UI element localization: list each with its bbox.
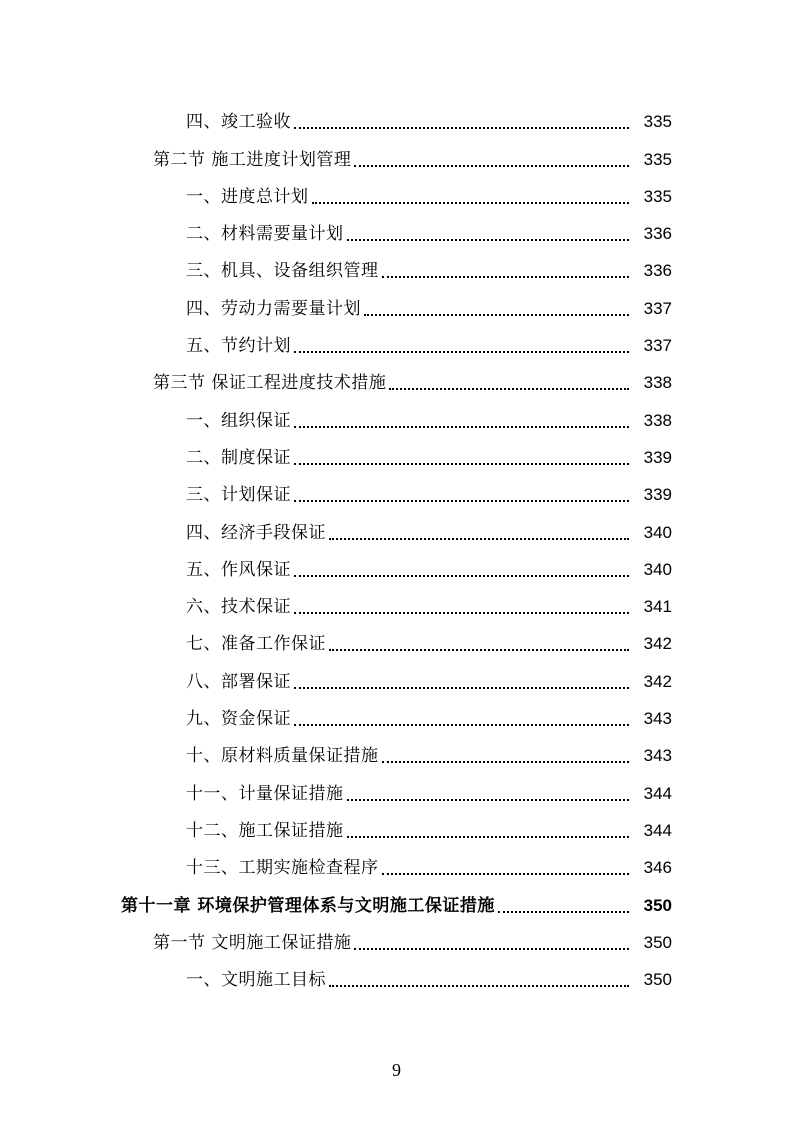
toc-dot-leader xyxy=(389,388,629,390)
toc-dot-leader xyxy=(294,612,629,614)
toc-entry-page: 343 xyxy=(643,746,672,766)
toc-entry-page: 335 xyxy=(643,186,672,206)
toc-entry[interactable] xyxy=(0,958,793,995)
toc-entry-page: 337 xyxy=(643,336,672,356)
toc-entry-title: 一、组织保证 xyxy=(186,410,291,431)
toc-dot-leader xyxy=(382,276,630,278)
toc-entry-page: 350 xyxy=(643,970,672,990)
toc-entry-title: 十一、计量保证措施 xyxy=(186,783,344,804)
toc-entry-title: 七、准备工作保证 xyxy=(186,634,326,655)
toc-entry-title: 一、文明施工目标 xyxy=(186,970,326,991)
toc-entry-page: 340 xyxy=(643,522,672,542)
table-of-contents xyxy=(0,100,793,995)
toc-entry[interactable] xyxy=(0,212,793,249)
toc-entry-title: 第十一章 环境保护管理体系与文明施工保证措施 xyxy=(121,895,495,916)
toc-entry-page: 344 xyxy=(643,783,672,803)
toc-entry-title: 五、作风保证 xyxy=(186,559,291,580)
toc-entry[interactable] xyxy=(0,809,793,846)
toc-entry[interactable] xyxy=(0,846,793,883)
toc-entry[interactable] xyxy=(0,585,793,622)
toc-entry[interactable] xyxy=(0,883,793,920)
toc-entry-page: 350 xyxy=(643,895,672,915)
toc-dot-leader xyxy=(294,724,629,726)
toc-entry-title: 八、部署保证 xyxy=(186,671,291,692)
toc-entry-title: 十、原材料质量保证措施 xyxy=(186,746,379,767)
toc-entry[interactable] xyxy=(0,734,793,771)
toc-dot-leader xyxy=(382,873,630,875)
toc-entry[interactable] xyxy=(0,361,793,398)
toc-dot-leader xyxy=(347,836,630,838)
toc-entry[interactable] xyxy=(0,398,793,435)
toc-entry-page: 335 xyxy=(643,149,672,169)
toc-entry[interactable] xyxy=(0,249,793,286)
toc-dot-leader xyxy=(329,649,629,651)
toc-dot-leader xyxy=(294,575,629,577)
toc-entry[interactable] xyxy=(0,548,793,585)
toc-entry[interactable] xyxy=(0,286,793,323)
toc-dot-leader xyxy=(347,239,630,241)
toc-dot-leader xyxy=(294,351,629,353)
toc-entry-page: 339 xyxy=(643,485,672,505)
toc-dot-leader xyxy=(294,463,629,465)
toc-dot-leader xyxy=(294,500,629,502)
toc-dot-leader xyxy=(329,985,629,987)
toc-entry[interactable] xyxy=(0,921,793,958)
toc-entry[interactable] xyxy=(0,324,793,361)
toc-entry-title: 十三、工期实施检查程序 xyxy=(186,858,379,879)
toc-dot-leader xyxy=(294,687,629,689)
toc-entry[interactable] xyxy=(0,510,793,547)
toc-entry-title: 第一节 文明施工保证措施 xyxy=(153,932,352,953)
toc-entry-page: 350 xyxy=(643,932,672,952)
toc-entry-title: 一、进度总计划 xyxy=(186,186,309,207)
toc-entry[interactable] xyxy=(0,175,793,212)
toc-entry-page: 344 xyxy=(643,820,672,840)
toc-entry-page: 343 xyxy=(643,709,672,729)
toc-entry-title: 四、经济手段保证 xyxy=(186,522,326,543)
toc-dot-leader xyxy=(382,761,630,763)
toc-dot-leader xyxy=(498,911,629,913)
toc-entry-page: 342 xyxy=(643,671,672,691)
toc-entry-page: 346 xyxy=(643,858,672,878)
toc-entry-title: 二、材料需要量计划 xyxy=(186,224,344,245)
toc-entry[interactable] xyxy=(0,436,793,473)
toc-dot-leader xyxy=(294,127,629,129)
page-number: 9 xyxy=(392,1060,401,1080)
toc-entry-title: 四、竣工验收 xyxy=(186,112,291,133)
toc-entry-title: 五、节约计划 xyxy=(186,336,291,357)
toc-entry-title: 四、劳动力需要量计划 xyxy=(186,298,361,319)
toc-entry-page: 338 xyxy=(643,410,672,430)
toc-entry-title: 六、技术保证 xyxy=(186,597,291,618)
toc-entry-page: 341 xyxy=(643,597,672,617)
toc-entry-title: 十二、施工保证措施 xyxy=(186,820,344,841)
toc-entry-page: 337 xyxy=(643,298,672,318)
toc-entry-title: 第二节 施工进度计划管理 xyxy=(153,149,352,170)
toc-entry-title: 九、资金保证 xyxy=(186,709,291,730)
toc-entry-page: 339 xyxy=(643,447,672,467)
toc-entry[interactable] xyxy=(0,659,793,696)
toc-entry-page: 335 xyxy=(643,112,672,132)
toc-dot-leader xyxy=(312,202,630,204)
toc-entry-page: 340 xyxy=(643,559,672,579)
toc-entry-title: 二、制度保证 xyxy=(186,447,291,468)
toc-entry-title: 三、计划保证 xyxy=(186,485,291,506)
toc-dot-leader xyxy=(329,538,629,540)
toc-entry[interactable] xyxy=(0,697,793,734)
toc-entry-title: 第三节 保证工程进度技术措施 xyxy=(153,373,387,394)
toc-dot-leader xyxy=(354,165,629,167)
toc-entry[interactable] xyxy=(0,473,793,510)
toc-entry[interactable] xyxy=(0,771,793,808)
toc-entry-page: 336 xyxy=(643,261,672,281)
toc-entry-page: 342 xyxy=(643,634,672,654)
toc-dot-leader xyxy=(347,799,630,801)
toc-dot-leader xyxy=(364,314,629,316)
toc-dot-leader xyxy=(294,426,629,428)
toc-entry-page: 338 xyxy=(643,373,672,393)
toc-entry-page: 336 xyxy=(643,224,672,244)
toc-entry[interactable] xyxy=(0,622,793,659)
toc-entry[interactable] xyxy=(0,137,793,174)
toc-entry[interactable] xyxy=(0,100,793,137)
toc-dot-leader xyxy=(354,948,629,950)
toc-entry-title: 三、机具、设备组织管理 xyxy=(186,261,379,282)
